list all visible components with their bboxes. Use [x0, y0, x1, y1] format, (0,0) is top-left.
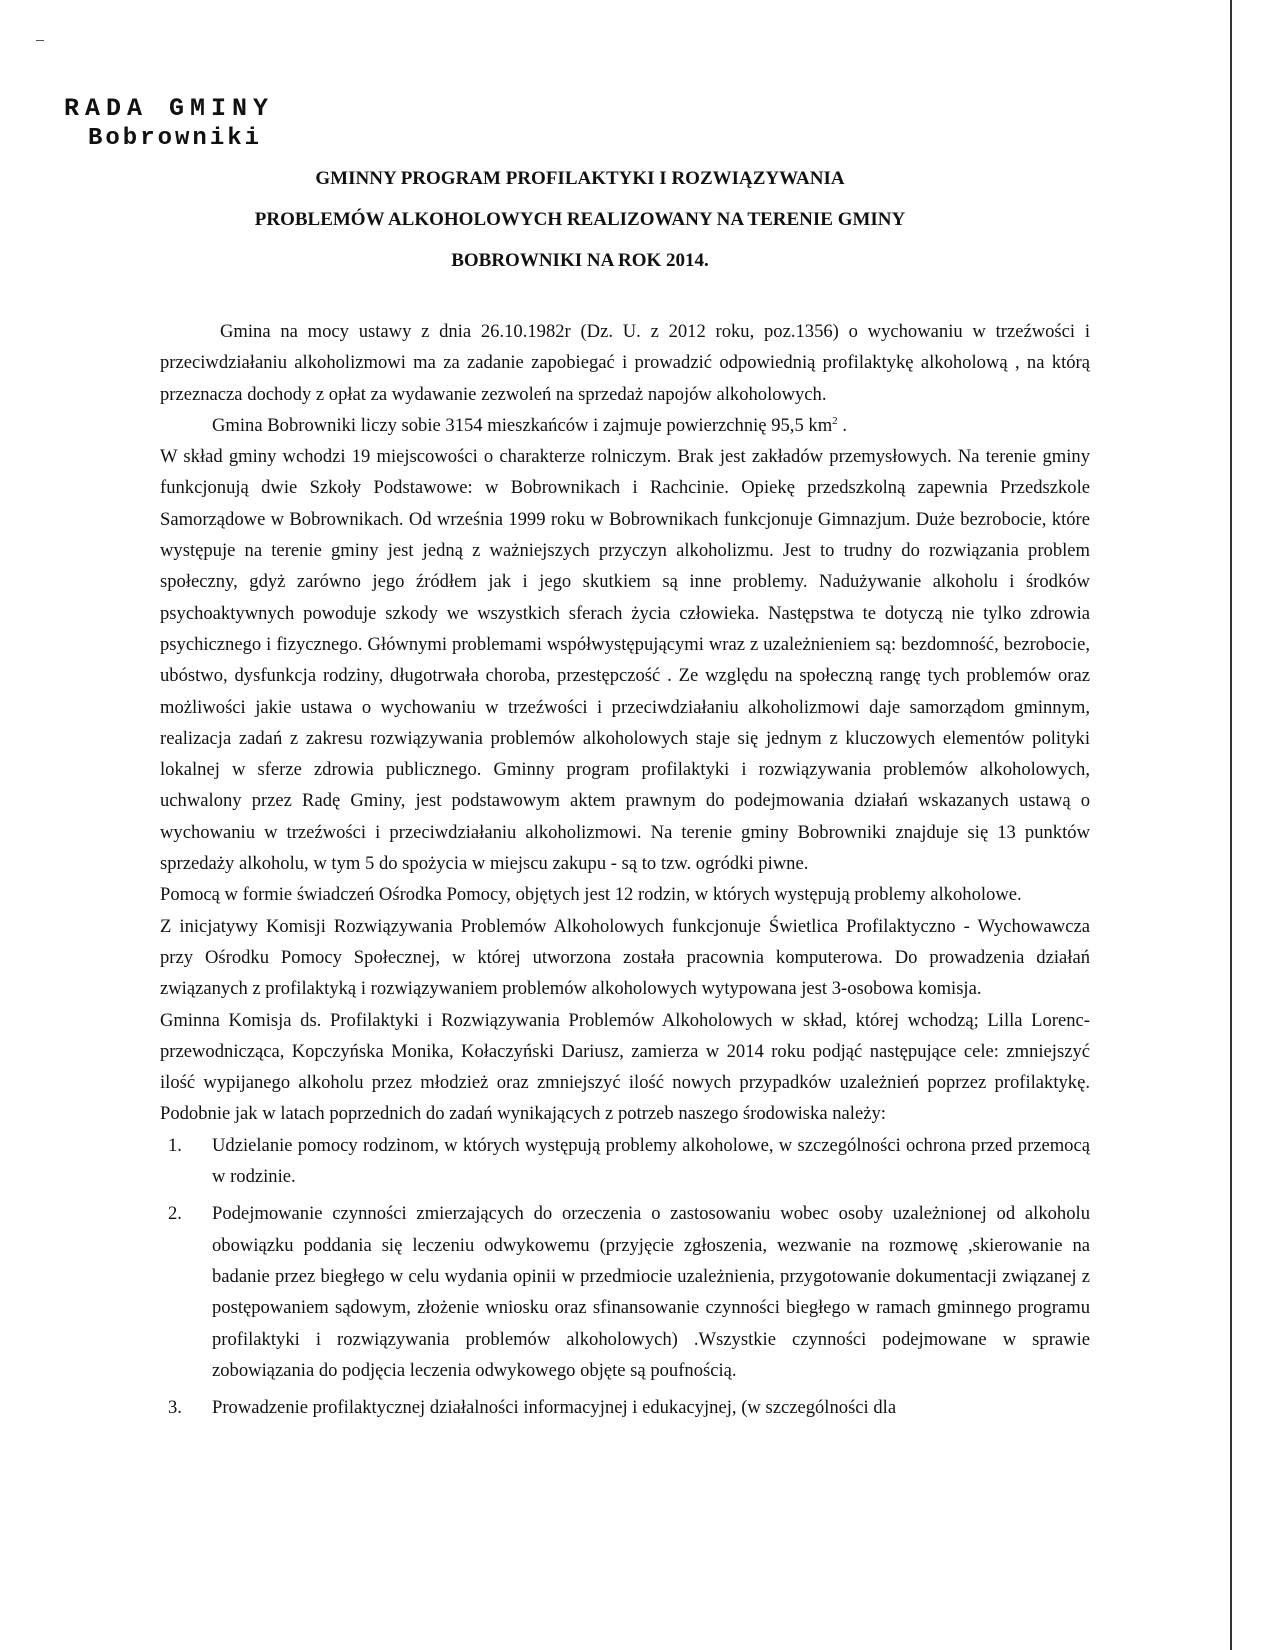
- council-stamp: [64, 94, 274, 154]
- task-list: [160, 1130, 1090, 1424]
- title-line-2: PROBLEMÓW ALKOHOLOWYCH REALIZOWANY NA TERENIE GMINY: [254, 209, 906, 230]
- area-text: Gmina Bobrowniki liczy sobie 3154 mieszkańców i zajmuje powierzchnię 95,5 km: [212, 414, 833, 436]
- paragraph-initiative: Z inicjatywy Komisji Rozwiązywania Problemów Alkoholowych funkcjonuje Świetlica Profilaktyczno - Wychowawcza przy Ośrodku Pomocy Społecznej, w której utworzona została pracownia komputerowa. Do prowadzenia działań związanych z profilaktyką i rozwiązywaniem problemów alkoholowych wytypowana jest 3-osobowa komisja.: [160, 915, 1090, 1000]
- area-superscript: 2: [832, 414, 838, 427]
- title-line-3: BOBROWNIKI NA ROK 2014.: [451, 250, 709, 271]
- task-number: 3.: [168, 1397, 182, 1419]
- document-body: [160, 316, 1090, 1429]
- stamp-line-1: RADA GMINY: [64, 94, 275, 123]
- task-number: 1.: [168, 1134, 182, 1156]
- task-text: Udzielanie pomocy rodzinom, w których występują problemy alkoholowe, w szczególności ochrona przed przemocą w rodzinie.: [212, 1134, 1090, 1188]
- task-text: Podejmowanie czynności zmierzających do orzeczenia o zastosowaniu wobec osoby uzależnionej od alkoholu obowiązku poddania się leczeniu odwykowemu (przyjęcie zgłoszenia, wezwanie na rozmowę ,skierowanie na badanie przez biegłego w celu wydania opinii w przedmiocie uzależnienia, przygotowanie dokumentacji związanej z postępowaniem sądowym, złożenie wniosku oraz sfinansowanie czynności biegłego w ramach gminnego programu profilaktyki i rozwiązywania problemów alkoholowych) .Wszystkie czynności podejmowane w sprawie zobowiązania do podjęcia leczenia odwykowego objęte są poufnością.: [212, 1203, 1090, 1381]
- paragraph-assistance: Pomocą w formie świadczeń Ośrodka Pomocy, objętych jest 12 rodzin, w których występują problemy alkoholowe.: [160, 884, 1022, 906]
- list-item: [168, 1392, 1090, 1423]
- area-suffix: .: [837, 414, 847, 436]
- list-item: [168, 1198, 1090, 1386]
- task-number: 2.: [168, 1203, 182, 1225]
- paragraph-description: W skład gminy wchodzi 19 miejscowości o charakterze rolniczym. Brak jest zakładów przemysłowych. Na terenie gminy funkcjonują dwie Szkoły Podstawowe: w Bobrownikach i Rachcinie. Opiekę przedszkolną zapewnia Przedszkole Samorządowe w Bobrownikach. Od września 1999 roku w Bobrownikach funkcjonuje Gimnazjum. Duże bezrobocie, które występuje na terenie gminy jest jedną z ważniejszych przyczyn alkoholizmu. Jest to trudny do rozwiązania problem społeczny, gdyż zarówno jego źródłem jak i jego skutkiem są inne problemy. Nadużywanie alkoholu i środków psychoaktywnych powoduje szkody we wszystkich sferach życia człowieka. Następstwa te dotyczą nie tylko zdrowia psychicznego i fizycznego. Głównymi problemami współwystępującymi wraz z uzależnieniem są: bezdomność, bezrobocie, ubóstwo, dysfunkcja rodziny, długotrwała choroba, przestępczość . Ze względu na społeczną rangę tych problemów oraz możliwości jakie ustawa o wychowaniu w trzeźwości i przeciwdziałaniu alkoholizmowi daje samorządom gminnym, realizacja zadań z zakresu rozwiązywania problemów alkoholowych staje się jednym z kluczowych elementów polityki lokalnej w sferze zdrowia publicznego. Gminny program profilaktyki i rozwiązywania problemów alkoholowych, uchwalony przez Radę Gminy, jest podstawowym aktem prawnym do podejmowania działań wskazanych ustawą o wychowaniu w trzeźwości i przeciwdziałaniu alkoholizmowi. Na terenie gminy Bobrowniki znajduje się 13 punktów sprzedaży alkoholu, w tym 5 do spożycia w miejscu zakupu - są to tzw. ogródki piwne.: [160, 446, 1090, 875]
- task-text: Prowadzenie profilaktycznej działalności informacyjnej i edukacyjnej, (w szczególności dla: [212, 1397, 897, 1419]
- scan-edge: [1230, 0, 1232, 1650]
- paragraph-intro: Gmina na mocy ustawy z dnia 26.10.1982r (Dz. U. z 2012 roku, poz.1356) o wychowaniu w trzeźwości i przeciwdziałaniu alkoholizmowi ma za zadanie zapobiegać i prowadzić odpowiednią profilaktykę alkoholową , na którą przeznacza dochody z opłat za wydawanie zezwoleń na sprzedaż napojów alkoholowych.: [160, 321, 1090, 405]
- paragraph-commission: Gminna Komisja ds. Profilaktyki i Rozwiązywania Problemów Alkoholowych w skład, której wchodzą; Lilla Lorenc- przewodnicząca, Kopczyńska Monika, Kołaczyński Dariusz, zamierza w 2014 roku podjąć następujące cele: zmniejszyć ilość wypijanego alkoholu przez młodzież oraz zmniejszyć ilość nowych przypadków uzależnień poprzez profilaktykę. Podobnie jak w latach poprzednich do zadań wynikających z potrzeb naszego środowiska należy:: [160, 1009, 1090, 1125]
- list-item: [168, 1130, 1090, 1193]
- scan-mark: [36, 40, 44, 41]
- stamp-line-2: Bobrowniki: [88, 125, 263, 152]
- document-title: [150, 158, 1010, 281]
- paragraph-area: [160, 410, 1090, 441]
- title-line-1: GMINNY PROGRAM PROFILAKTYKI I ROZWIĄZYWANIA: [315, 168, 845, 189]
